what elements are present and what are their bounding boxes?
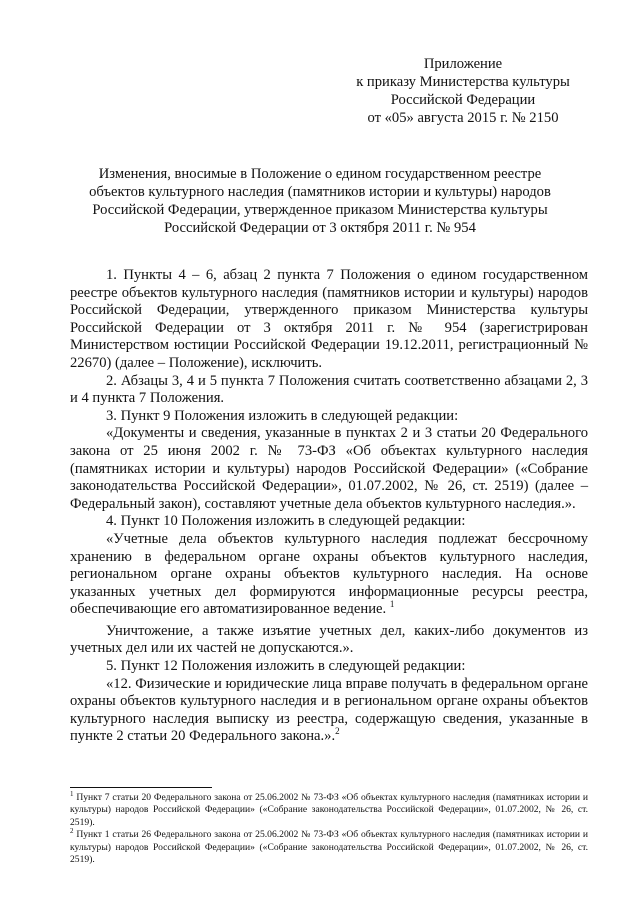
appendix-line-4: от «05» августа 2015 г. № 2150 (367, 110, 559, 126)
footnote-2-mark: 2 (70, 827, 74, 836)
appendix-header (338, 55, 588, 127)
footnote-ref-2: 2 (335, 726, 340, 737)
paragraph-6 (70, 531, 588, 619)
title-line-2: объектов культурного наследия (памятников истории и культуры) народов (89, 184, 551, 200)
footnote-ref-1: 1 (389, 599, 395, 610)
title-line-3: Российской Федерации, утвержденное приказом Министерства культуры (92, 202, 548, 218)
paragraph-9 (70, 676, 588, 746)
document-title (70, 165, 570, 237)
document-body (70, 267, 588, 746)
footnote-2 (70, 829, 588, 866)
paragraph-9-text: «12. Физические и юридические лица вправе получать в федеральном органе охраны объектов культурного наследия и в региональном органе охраны объектов культурного наследия выписку из реестра, содержащую сведения, указанные в пункте 2 статьи 20 Федерального закона.». (70, 675, 588, 745)
appendix-line-2: к приказу Министерства культуры (356, 74, 570, 90)
paragraph-6-text: «Учетные дела объектов культурного наследия подлежат бессрочному хранению в федеральном органе охраны объектов культурного наследия, региональном органе охраны объектов культурного наследия. На основе указанных учетных дел формируются информационные ресурсы реестра, обеспечивающие его автоматизированное ведение. (70, 530, 588, 618)
footnotes (70, 789, 588, 866)
paragraph-8: 5. Пункт 12 Положения изложить в следующей редакции: (106, 658, 466, 675)
footnote-1-text: Пункт 7 статьи 20 Федерального закона от 25.06.2002 № 73-ФЗ «Об объектах культурного наследия (памятниках истории и культуры) народов Российской Федерации» («Собрание законодательства Российской Федерации», 01.07.2002, № 26, ст. 2519). (70, 792, 588, 828)
footnote-1 (70, 789, 588, 829)
title-line-1: Изменения, вносимые в Положение о едином государственном реестре (98, 166, 542, 182)
appendix-line-1: Приложение (423, 56, 503, 72)
footnote-divider (70, 787, 212, 788)
appendix-line-3: Российской Федерации (390, 92, 536, 108)
paragraph-3: 3. Пункт 9 Положения изложить в следующей редакции: (106, 407, 459, 424)
paragraph-1: 1. Пункты 4 – 6, абзац 2 пункта 7 Положения о едином государственном реестре объектов культурного наследия (памятников истории и культуры) народов Российской Федерации, утвержденного приказом Министерства культуры Российской Федерации от 3 октября 2011 г. № 954 (зарегистрирован Министерством юстиции Российской Федерации 19.12.2011, регистрационный № 22670) (далее – Положение), исключить. (70, 267, 588, 371)
footnote-2-text: Пункт 1 статьи 26 Федерального закона от 25.06.2002 № 73-ФЗ «Об объектах культурного наследия (памятниках истории и культуры) народов Российской Федерации» («Собрание законодательства Российской Федерации», 01.07.2002, № 26, ст. 2519). (70, 829, 588, 866)
title-line-4: Российской Федерации от 3 октября 2011 г. № 954 (164, 220, 476, 236)
paragraph-5: 4. Пункт 10 Положения изложить в следующей редакции: (106, 513, 466, 530)
paragraph-2: 2. Абзацы 3, 4 и 5 пункта 7 Положения считать соответственно абзацами 2, 3 и 4 пункта 7 Положения. (70, 372, 588, 407)
paragraph-7: Уничтожение, а также изъятие учетных дел, каких-либо документов из учетных дел или их частей не допускаются.». (70, 622, 588, 657)
footnote-1-mark: 1 (70, 789, 74, 798)
paragraph-4: «Документы и сведения, указанные в пунктах 2 и 3 статьи 20 Федерального закона от 25 июня 2002 г. № 73-ФЗ «Об объектах культурного наследия (памятниках истории и культуры) народов Российской Федерации» («Собрание законодательства Российской Федерации», 01.07.2002, № 26, ст. 2519) (далее – Федеральный закон), составляют учетные дела объектов культурного наследия.». (70, 425, 588, 512)
